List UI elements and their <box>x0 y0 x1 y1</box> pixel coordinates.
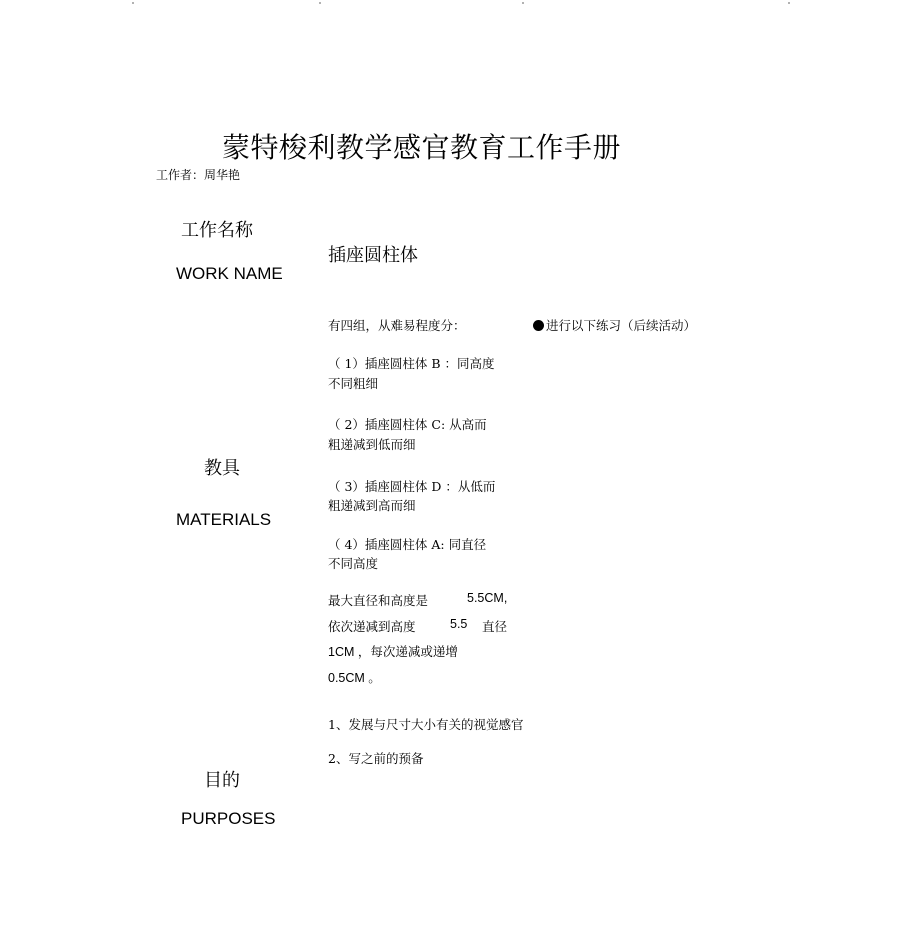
material-item-line1: （ 4）插座圆柱体 A: 同直径 <box>328 537 487 552</box>
bullet-icon <box>533 320 544 331</box>
material-item-line2: 粗递减到低而细 <box>328 437 416 452</box>
material-item-line2: 不同粗细 <box>328 376 379 391</box>
scan-mark <box>788 2 790 4</box>
dimensions-text: 0.5CM 。 <box>328 671 381 685</box>
work-name-label-en: WORK NAME <box>176 264 283 283</box>
scan-mark <box>522 2 524 4</box>
scan-mark <box>319 2 321 4</box>
purposes-label-cn: 目的 <box>204 770 240 791</box>
dimensions-text: 直径 <box>482 619 508 634</box>
material-item-line2: 粗递减到高而细 <box>328 498 416 513</box>
purpose-item: 2、写之前的预备 <box>328 751 424 766</box>
purpose-item: 1、发展与尺寸大小有关的视觉感官 <box>328 717 524 732</box>
page-title: 蒙特梭利教学感官教育工作手册 <box>222 131 622 164</box>
dimensions-value: 5.5 <box>450 617 468 631</box>
dimensions-value: 5.5CM, <box>467 591 508 605</box>
material-item-line1: （ 1）插座圆柱体 B ：同高度 <box>328 356 495 371</box>
work-name-value: 插座圆柱体 <box>328 245 418 266</box>
dimensions-text: 最大直径和高度是 <box>328 593 429 608</box>
material-item-line2: 不同高度 <box>328 556 379 571</box>
material-item-line1: （ 3）插座圆柱体 D ：从低而 <box>328 479 496 494</box>
scan-mark <box>132 2 134 4</box>
materials-label-cn: 教具 <box>204 458 240 479</box>
followup-text: 进行以下练习（后续活动） <box>546 318 697 333</box>
followup-note <box>533 316 696 334</box>
work-name-label-cn: 工作名称 <box>181 220 253 241</box>
dimensions-text: 1CM ，每次递减或递增 <box>328 645 458 659</box>
material-item-line1: （ 2）插座圆柱体 C: 从高而 <box>328 417 487 432</box>
purposes-label-en: PURPOSES <box>181 809 276 828</box>
materials-intro: 有四组，从难易程度分： <box>328 318 466 333</box>
materials-label-en: MATERIALS <box>176 510 272 529</box>
author-line: 工作者：周华艳 <box>156 168 241 182</box>
dimensions-text: 依次递减到高度 <box>328 619 416 634</box>
